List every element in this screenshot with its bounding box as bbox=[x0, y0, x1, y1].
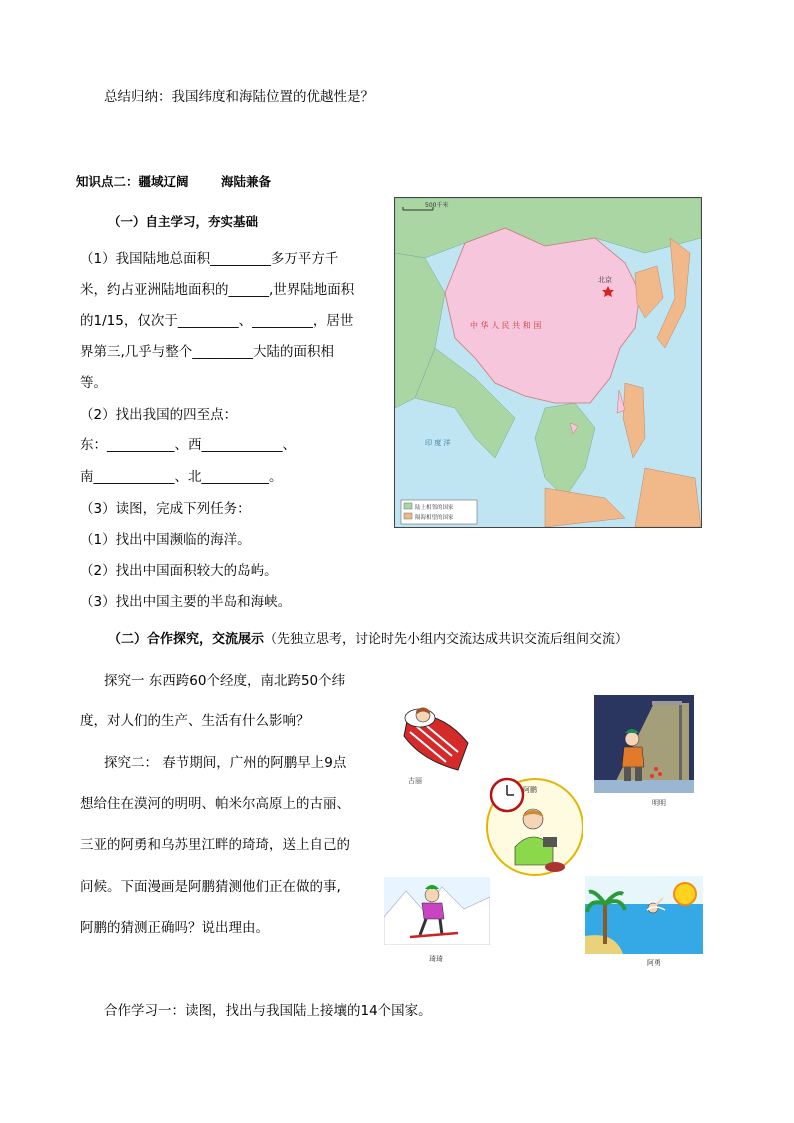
q3-item-3: （3）找出中国主要的半岛和海峡。 bbox=[80, 594, 292, 610]
label-ayong: 阿勇 bbox=[647, 959, 661, 967]
label-qiqi: 琦琦 bbox=[429, 955, 443, 963]
explore2-line-5: 阿鹏的猜测正确吗？说出理由。 bbox=[80, 920, 269, 936]
beijing-label: 北京 bbox=[598, 276, 612, 284]
q1-line-3: 的1/15，仅次于_________、_________，居世 bbox=[80, 313, 354, 329]
ocean-label: 印 度 洋 bbox=[425, 439, 451, 447]
q1-line-5: 等。 bbox=[80, 375, 107, 391]
q1-line-1: （1）我国陆地总面积_________多万平方千 bbox=[80, 251, 339, 267]
legend-sea-swatch bbox=[404, 513, 412, 519]
subsection-cooperative bbox=[108, 632, 628, 648]
label-mingming: 明明 bbox=[652, 799, 666, 807]
explore1-line-1: 探究一 东西跨60个经度，南北跨50个纬 bbox=[104, 673, 346, 689]
section-title: 知识点二：疆域辽阔 bbox=[76, 174, 189, 189]
summary-question: 总结归纳：我国纬度和海陆位置的优越性是？ bbox=[104, 89, 374, 105]
explore1-line-2: 度，对人们的生产、生活有什么影响？ bbox=[80, 713, 310, 729]
cartoon-apeng-phone bbox=[483, 765, 583, 880]
q3-prompt: （3）读图，完成下列任务： bbox=[80, 501, 251, 517]
legend-sea-label: 隔海相望的国家 bbox=[415, 515, 454, 521]
cartoon-qiqi-skiing bbox=[384, 877, 490, 967]
legend-land-swatch bbox=[404, 503, 412, 509]
subsection-cooperative-note: （先独立思考，讨论时先小组内交流达成共识交流后组间交流） bbox=[264, 632, 629, 647]
q3-item-2: （2）找出中国面积较大的岛屿。 bbox=[80, 563, 278, 579]
q1-line-4: 界第三,几乎与整个_________大陆的面积相 bbox=[80, 344, 335, 360]
q2-east-west: 东：__________、西____________、 bbox=[80, 437, 296, 453]
scale-label: 500千米 bbox=[425, 202, 449, 209]
q2-south-north: 南____________、北__________。 bbox=[80, 469, 283, 485]
explore2-line-1: 探究二： 春节期间，广州的阿鹏早上9点 bbox=[104, 755, 347, 771]
label-apeng: 阿鹏 bbox=[523, 786, 537, 794]
explore2-line-4: 问候。下面漫画是阿鹏猜测他们正在做的事, bbox=[80, 879, 341, 895]
explore2-line-2: 想给住在漠河的明明、帕米尔高原上的古丽、 bbox=[80, 796, 350, 812]
q1-line-2: 米，约占亚洲陆地面积的______,世界陆地面积 bbox=[80, 282, 355, 298]
cartoon-ayong-swimming bbox=[585, 876, 705, 968]
cartoon-mingming-night bbox=[594, 695, 694, 810]
label-guli: 古丽 bbox=[408, 777, 422, 785]
subsection-cooperative-title: （二）合作探究，交流展示 bbox=[108, 632, 265, 647]
cartoon-guli-sleeping bbox=[396, 698, 486, 786]
china-neighbors-map bbox=[394, 197, 702, 528]
q2-prompt: （2）找出我国的四至点： bbox=[80, 407, 238, 423]
map-svg bbox=[395, 198, 701, 527]
china-label: 中 华 人 民 共 和 国 bbox=[470, 321, 542, 330]
legend-land-label: 陆上相邻的国家 bbox=[415, 505, 454, 511]
q3-item-1: （1）找出中国濒临的海洋。 bbox=[80, 532, 251, 548]
cooperative-study-1: 合作学习一：读图，找出与我国陆上接壤的14个国家。 bbox=[104, 1003, 432, 1019]
section-title-2: 海陆兼备 bbox=[221, 174, 272, 189]
subsection-self-study: （一）自主学习，夯实基础 bbox=[108, 214, 259, 229]
explore2-line-3: 三亚的阿勇和乌苏里江畔的琦琦，送上自己的 bbox=[80, 837, 350, 853]
